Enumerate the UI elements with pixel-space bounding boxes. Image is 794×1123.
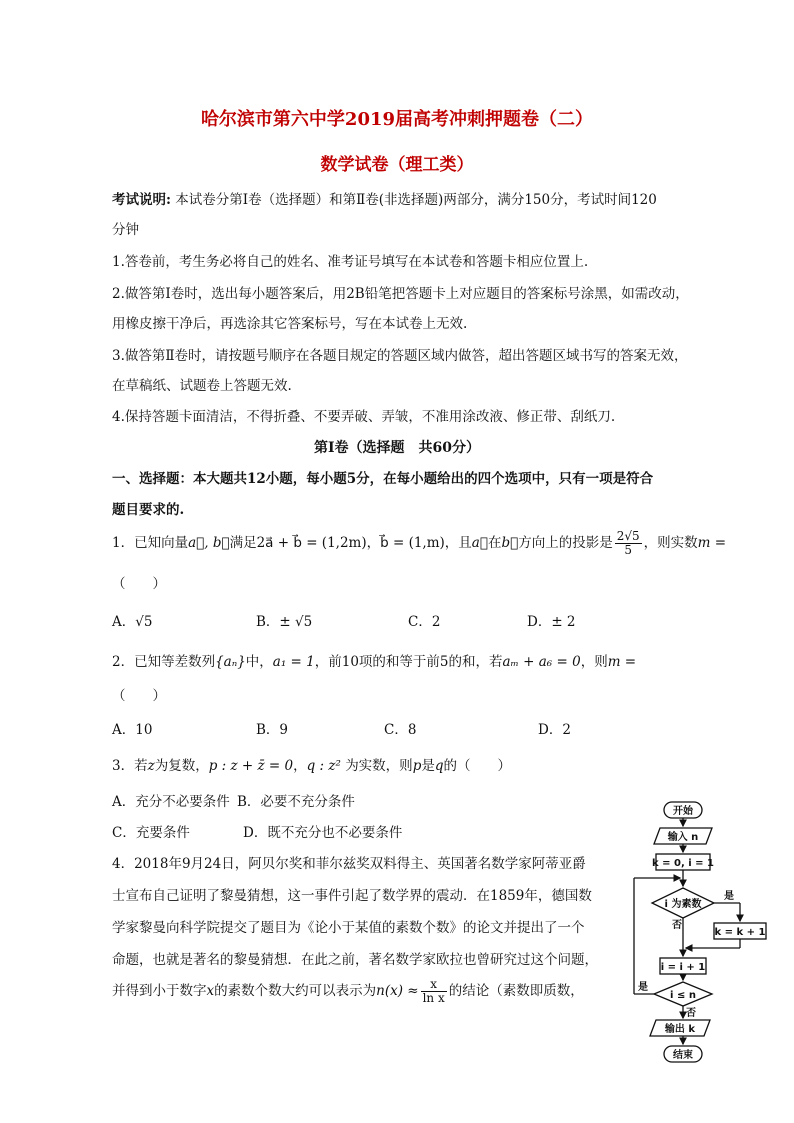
q4-var-x: x <box>206 983 215 999</box>
q2-option-b: B．9 <box>256 722 289 738</box>
q1-var-m: m <box>697 535 711 551</box>
q1-eq1: 2a⃗ + b⃗ = (1,2m) <box>256 535 367 551</box>
instructions-line2: 分钟 <box>112 222 139 238</box>
q2-text-b: 中， <box>245 654 273 670</box>
q3-text-e: 的（ ） <box>443 758 511 774</box>
q1-option-a: A．√5 <box>112 614 153 630</box>
question-1-stem <box>112 530 726 557</box>
q3-prop-q: q : z² <box>306 758 346 774</box>
instruction-item-1: 1.答卷前，考生务必将自己的姓名、准考证号填写在本试卷和答题卡相应位置上. <box>112 254 589 270</box>
q1-text-g: = <box>710 535 727 551</box>
q2-var-m: m = <box>607 654 637 670</box>
q2-text-a: 2．已知等差数列 <box>112 654 216 670</box>
flow-no1-label: 否 <box>672 920 682 931</box>
instructions-intro <box>112 188 657 208</box>
q1-option-c: C．2 <box>408 614 441 630</box>
q1-frac-num: 2√5 <box>616 529 640 543</box>
question-3-stem <box>112 754 511 774</box>
q1-text-e: 方向上的投影是 <box>518 535 613 551</box>
flow-inc-i-label: i = i + 1 <box>660 962 706 973</box>
flowchart <box>620 798 780 1066</box>
q1-projection-fraction <box>615 530 642 557</box>
q1-option-b: B．± √5 <box>256 614 313 630</box>
q1-text-b: 满足 <box>229 535 257 551</box>
q1-vec-b: b⃗ <box>501 535 519 551</box>
q1-option-d: D．± 2 <box>527 614 576 630</box>
q3-var-q: q <box>434 758 444 774</box>
q4-text-c: 的结论（素数即质数， <box>448 983 584 999</box>
q3-option-c: C．充要条件 <box>112 825 190 841</box>
question-2-stem <box>112 650 636 670</box>
q4-nx: n(x) ≈ <box>376 983 419 999</box>
instruction-item-4: 4.保持答题卡面清洁，不得折叠、不要弄破、弄皱，不准用涂改液、修正带、刮纸刀. <box>112 409 616 425</box>
flow-input-label: 输入 n <box>667 832 699 843</box>
q3-var-z: z <box>147 758 155 774</box>
q1-sep: ， <box>366 535 381 551</box>
q3-option-a: A．充分不必要条件 <box>112 794 230 810</box>
q4-line-3: 学家黎曼向科学院提交了题目为《论小于某值的素数个数》的论文并提出了一个 <box>112 920 585 936</box>
q2-condition: aₘ + a₆ = 0 <box>502 654 581 670</box>
q1-eq2: b⃗ = (1,m) <box>380 535 445 551</box>
section-intro-line1: 一、选择题：本大题共12小题，每小题5分，在每小题给出的四个选项中，只有一项是符合 <box>112 471 654 487</box>
q2-option-d: D．2 <box>538 722 571 738</box>
q1-answer-paren: （ ） <box>112 576 166 592</box>
q4-frac-num: x <box>421 978 447 992</box>
flow-no2-label: 否 <box>686 1008 696 1019</box>
q2-text-c: ，前10项的和等于前5的和，若 <box>314 654 503 670</box>
instructions-label: 考试说明: <box>112 192 171 208</box>
q2-a1: a₁ = 1 <box>272 654 315 670</box>
q4-text-b: 的素数个数大约可以表示为 <box>214 983 377 999</box>
instruction-item-2: 2.做答第Ⅰ卷时，选出每小题答案后，用2B铅笔把答题卡上对应题目的答案标号涂黑，如需改动， <box>112 286 689 302</box>
flow-output-label: 输出 k <box>664 1024 696 1035</box>
q1-text-f: ，则实数 <box>643 535 698 551</box>
q4-line-2: 士宣布自己证明了黎曼猜想，这一事件引起了数学界的震动．在1859年，德国数 <box>112 888 592 904</box>
q2-sequence: {aₙ} <box>215 654 246 670</box>
flow-yes2-label: 是 <box>638 982 648 993</box>
q4-line-4: 命题，也就是著名的黎曼猜想．在此之前，著名数学家欧拉也曾研究过这个问题， <box>112 952 598 968</box>
q3-var-p: p <box>412 758 422 774</box>
q3-text-b: 为复数， <box>154 758 209 774</box>
q3-text-c: 为实数，则 <box>345 758 413 774</box>
flow-yes1-label: 是 <box>724 891 734 902</box>
q1-vec-a: a⃗ <box>471 535 488 551</box>
q2-answer-paren: （ ） <box>112 688 166 704</box>
q1-text-c: ，且 <box>444 535 472 551</box>
q4-line-1: 4．2018年9月24日，阿贝尔奖和菲尔兹奖双料得主、英国著名数学家阿蒂亚爵 <box>112 856 586 872</box>
flow-prime-label: i 为素数 <box>664 899 702 910</box>
q4-text-a: 并得到小于数字 <box>112 983 207 999</box>
q3-sep: ， <box>293 758 307 774</box>
q1-text-a: 1．已知向量 <box>112 535 189 551</box>
q4-fraction <box>421 978 447 1005</box>
q4-line-5 <box>112 978 584 1005</box>
q1-vectors: a⃗, b⃗ <box>188 535 230 551</box>
q1-text-d: 在 <box>487 535 502 551</box>
instructions-line1: 本试卷分第Ⅰ卷（选择题）和第Ⅱ卷(非选择题)两部分，满分150分，考试时间120 <box>170 192 657 208</box>
exam-title: 哈尔滨市第六中学2019届高考冲刺押题卷（二） <box>200 109 594 130</box>
section-heading: 第Ⅰ卷（选择题 共60分） <box>313 440 481 456</box>
exam-subtitle: 数学试卷（理工类） <box>320 155 474 175</box>
flow-start-label: 开始 <box>673 806 693 817</box>
instruction-item-3: 3.做答第Ⅱ卷时，请按题号顺序在各题目规定的答题区域内做答，超出答题区域书写的答案无效， <box>112 348 688 364</box>
q2-text-d: ，则 <box>580 654 608 670</box>
q2-option-c: C．8 <box>384 722 417 738</box>
section-intro-line2: 题目要求的. <box>112 502 185 518</box>
flow-end-label: 结束 <box>673 1050 693 1061</box>
q3-text-d: 是 <box>421 758 435 774</box>
flow-init-label: k = 0, i = 1 <box>652 858 714 869</box>
q2-option-a: A．10 <box>112 722 153 738</box>
q3-text-a: 3．若 <box>112 758 148 774</box>
instruction-item-3-cont: 在草稿纸、试题卷上答题无效. <box>112 378 292 394</box>
q1-frac-den: 5 <box>624 543 632 557</box>
q3-prop-p: p : z + z̄ = 0 <box>208 758 294 774</box>
q4-frac-den: ln x <box>422 991 445 1005</box>
flow-limit-label: i ≤ n <box>670 990 696 1001</box>
instruction-item-2-cont: 用橡皮擦干净后，再选涂其它答案标号，写在本试卷上无效. <box>112 316 468 332</box>
q3-option-d: D．既不充分也不必要条件 <box>243 825 403 841</box>
q3-option-b: B．必要不充分条件 <box>237 794 355 810</box>
flow-inc-k-label: k = k + 1 <box>714 927 766 938</box>
